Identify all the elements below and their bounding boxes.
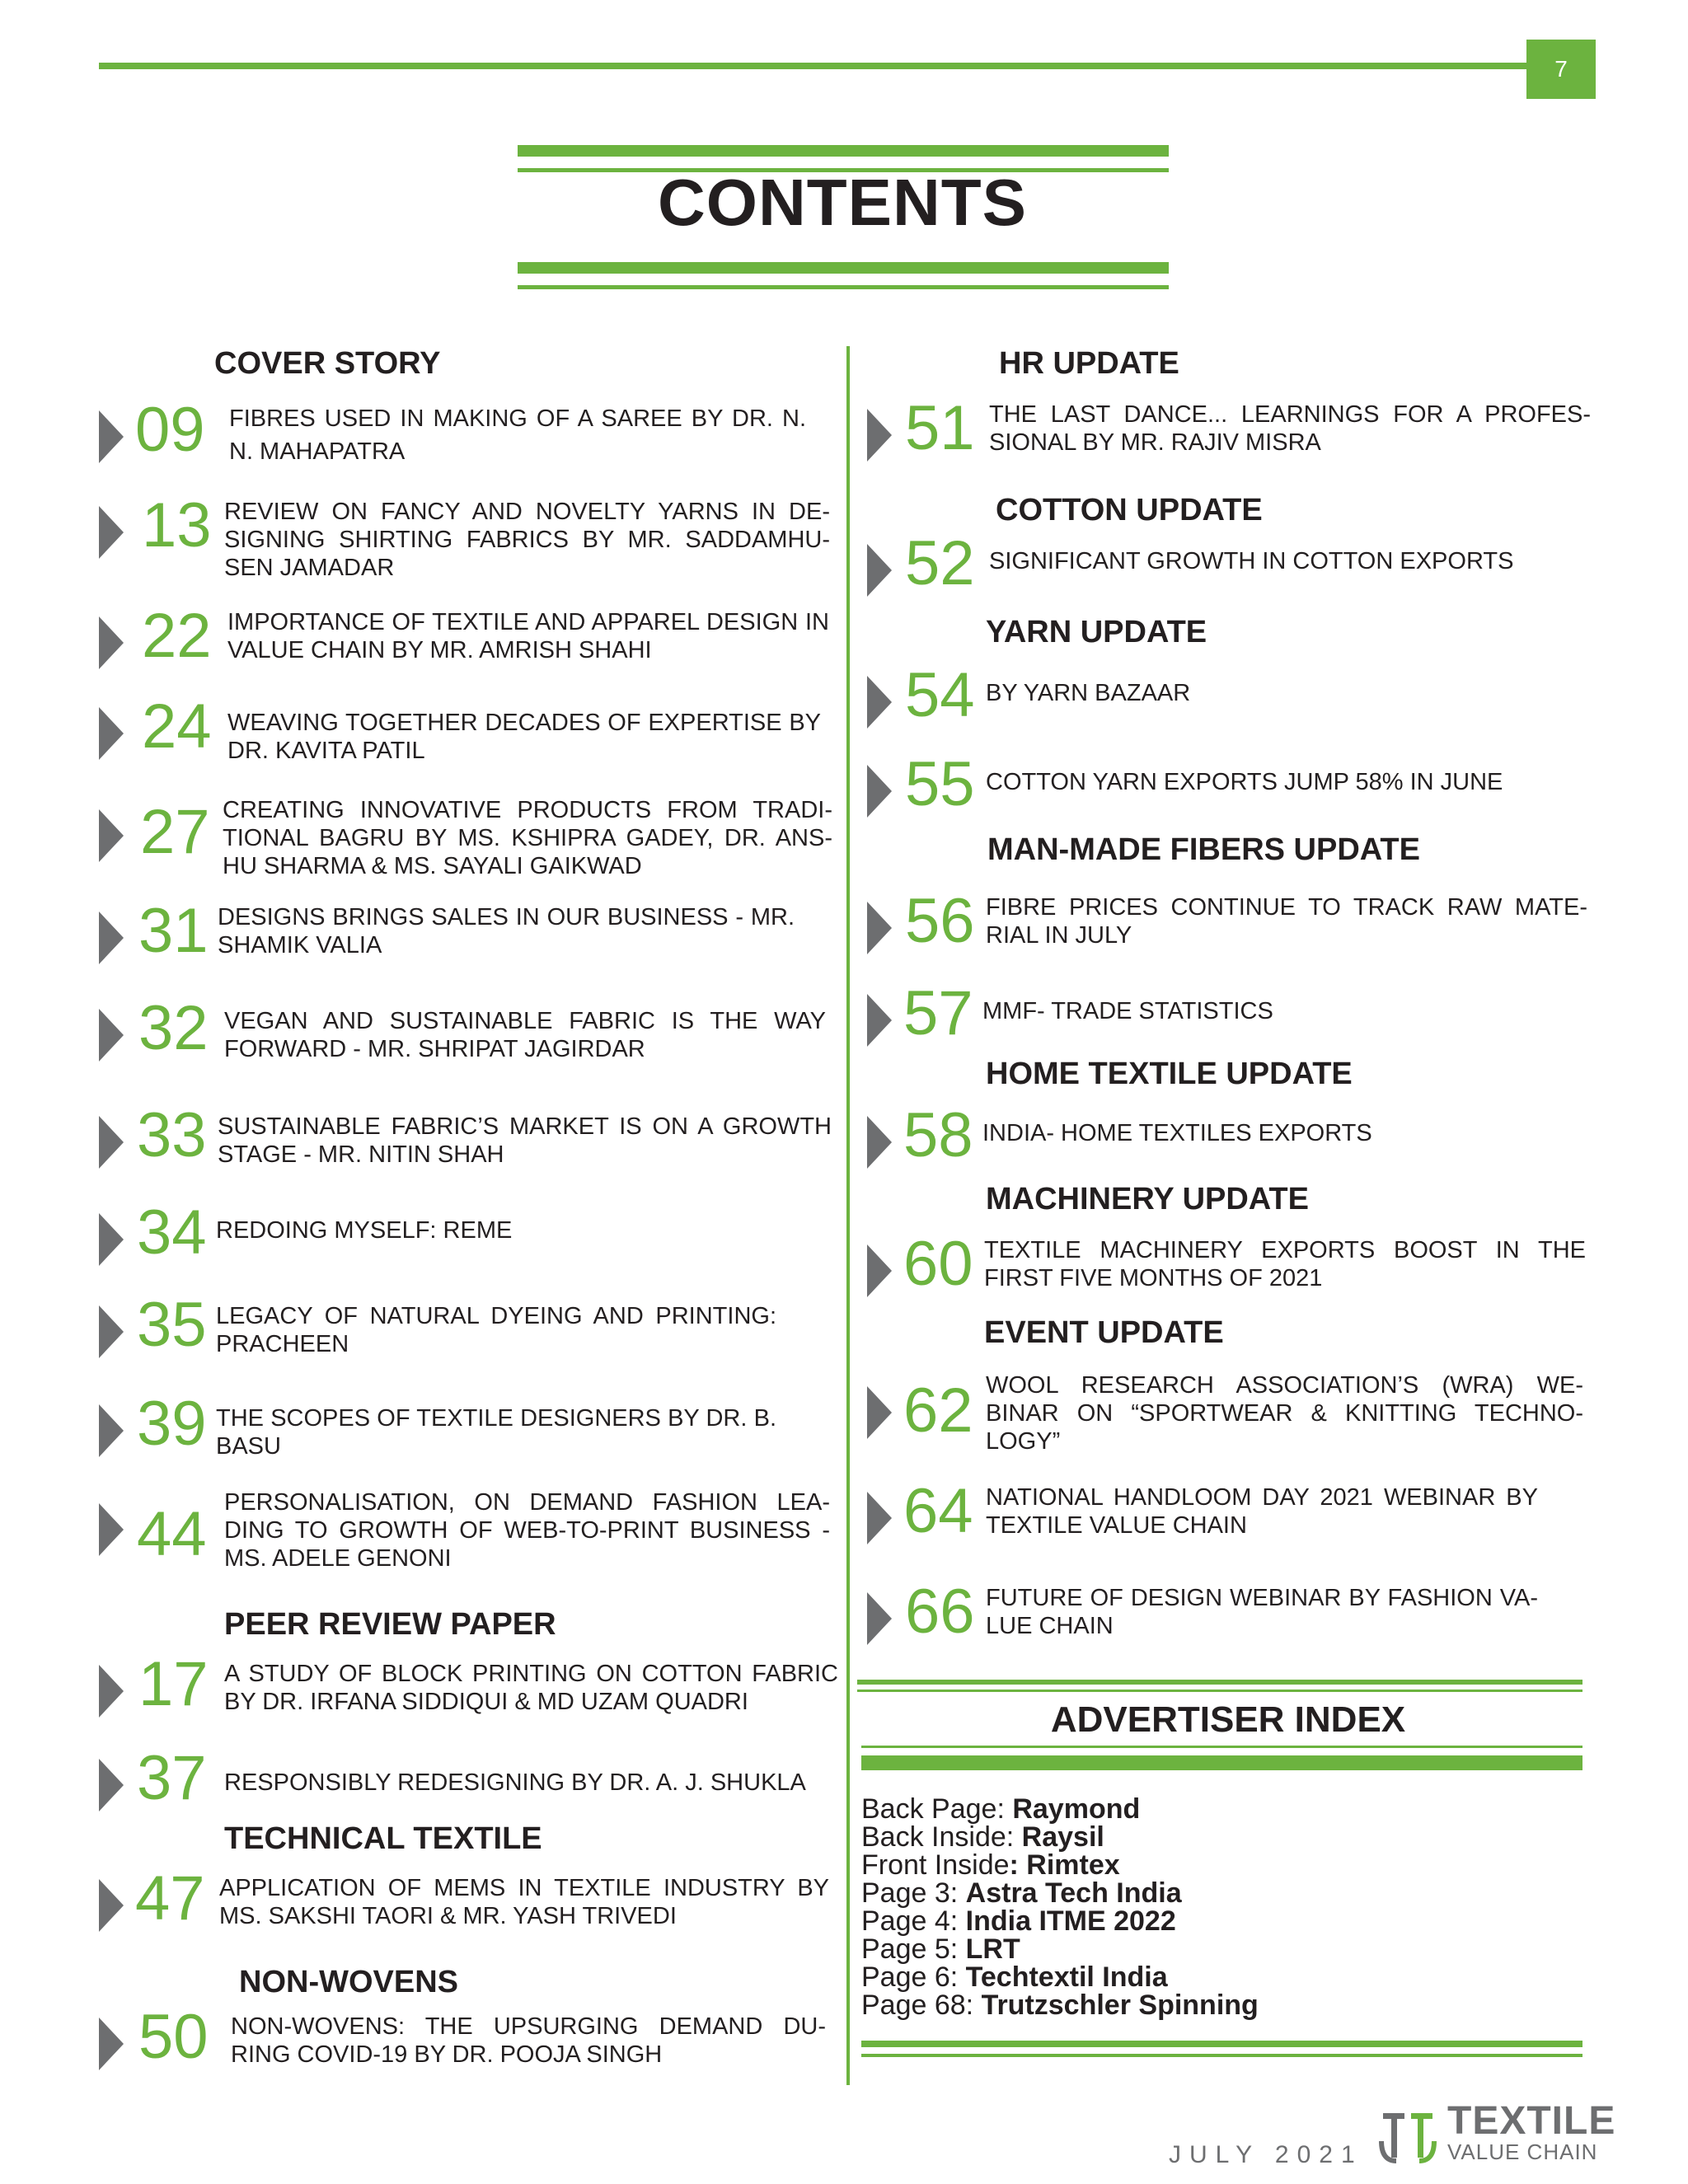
page-ref: 62 xyxy=(903,1376,973,1446)
arrow-right-icon xyxy=(867,1386,892,1439)
textile-value-chain-logo-icon xyxy=(1378,2108,1437,2168)
section-heading: TECHNICAL TEXTILE xyxy=(224,1821,542,1856)
page-ref: 66 xyxy=(905,1577,975,1647)
section-heading: EVENT UPDATE xyxy=(984,1315,1224,1350)
toc-entry[interactable] xyxy=(99,691,832,765)
section-heading: MAN-MADE FIBERS UPDATE xyxy=(987,832,1420,867)
page-ref: 22 xyxy=(142,601,212,671)
section-heading: YARN UPDATE xyxy=(986,615,1207,649)
page-ref: 64 xyxy=(903,1476,973,1546)
logo-wordmark-bottom: VALUE CHAIN xyxy=(1447,2139,1598,2164)
page-ref: 17 xyxy=(138,1649,209,1719)
toc-entry[interactable] xyxy=(99,1389,832,1462)
toc-entry[interactable] xyxy=(867,1577,1609,1650)
entry-title: WOOL RESEARCH ASSOCIATION’S (WRA) WE-BINAR ON “SPORTWEAR & KNITTING TECHNO-LOGY” xyxy=(986,1372,1583,1455)
advertiser-index-title: ADVERTISER INDEX xyxy=(1050,1699,1406,1740)
toc-entry[interactable] xyxy=(867,1229,1609,1302)
advertiser-name: Astra Tech India xyxy=(965,1877,1182,1909)
entry-title: FIBRES USED IN MAKING OF A SAREE BY DR. N. N. MAHAPATRA xyxy=(229,405,806,465)
toc-entry[interactable] xyxy=(867,1476,1609,1549)
title-rule-bottom-thin xyxy=(518,285,1169,289)
page-ref: 09 xyxy=(135,395,205,465)
advertiser-rule-bottom-thin xyxy=(861,2054,1582,2057)
toc-entry[interactable] xyxy=(99,1863,832,1937)
section-heading: PEER REVIEW PAPER xyxy=(224,1607,556,1642)
section-heading: MACHINERY UPDATE xyxy=(986,1182,1309,1216)
toc-entry[interactable] xyxy=(99,993,832,1066)
page-ref: 13 xyxy=(142,490,212,560)
toc-entry[interactable] xyxy=(867,393,1609,466)
entry-title: IMPORTANCE OF TEXTILE AND APPAREL DESIGN IN VALUE CHAIN BY MR. AMRISH SHAHI xyxy=(227,609,829,663)
advertiser-item xyxy=(861,1935,1259,1963)
page-ref: 54 xyxy=(905,660,975,730)
advertiser-rule-top-thin xyxy=(857,1690,1582,1692)
advertiser-name: LRT xyxy=(965,1933,1020,1965)
toc-entry[interactable] xyxy=(99,1290,832,1363)
toc-entry[interactable] xyxy=(99,2002,832,2075)
toc-entry[interactable] xyxy=(867,749,1609,823)
advertiser-item xyxy=(861,1991,1259,2019)
advertiser-item xyxy=(861,1851,1259,1879)
page-ref: 60 xyxy=(903,1229,973,1299)
entry-title: NATIONAL HANDLOOM DAY 2021 WEBINAR BY TEXTILE VALUE CHAIN xyxy=(986,1484,1538,1539)
page-ref: 31 xyxy=(138,896,209,966)
advertiser-rule-mid-thick xyxy=(861,1755,1582,1770)
arrow-right-icon xyxy=(867,1244,892,1297)
contents-title: CONTENTS xyxy=(658,166,1027,239)
toc-entry[interactable] xyxy=(99,601,832,674)
title-rule-bottom-thick xyxy=(518,262,1169,274)
entry-title: MMF- TRADE STATISTICS xyxy=(982,998,1273,1024)
advertiser-page: Front Inside xyxy=(861,1849,1010,1881)
entry-title: TEXTILE MACHINERY EXPORTS BOOST IN THE FIRST FIVE MONTHS OF 2021 xyxy=(984,1237,1586,1291)
advertiser-item xyxy=(861,1795,1259,1823)
advertiser-list xyxy=(861,1795,1259,2019)
advertiser-page: Back Page: xyxy=(861,1793,1013,1825)
entry-title: REDOING MYSELF: REME xyxy=(216,1217,513,1244)
arrow-right-icon xyxy=(867,902,892,954)
page-ref: 35 xyxy=(137,1290,207,1360)
entry-title: DESIGNS BRINGS SALES IN OUR BUSINESS - MR. SHAMIK VALIA xyxy=(218,904,795,958)
entry-title: PERSONALISATION, ON DEMAND FASHION LEA-DING TO GROWTH OF WEB-TO-PRINT BUSINESS - MS. ADELE GENONI xyxy=(224,1489,830,1572)
advertiser-rule-top-thick xyxy=(857,1680,1582,1685)
advertiser-page: Page 68: xyxy=(861,1990,982,2021)
advertiser-page: Page 5: xyxy=(861,1933,966,1965)
arrow-right-icon xyxy=(867,1492,892,1544)
page-ref: 57 xyxy=(903,978,973,1048)
advertiser-name: Raymond xyxy=(1012,1793,1141,1825)
arrow-right-icon xyxy=(99,707,124,760)
page-ref: 27 xyxy=(140,797,210,867)
toc-entry[interactable] xyxy=(99,1488,832,1572)
section-heading: COTTON UPDATE xyxy=(996,493,1263,527)
entry-title: BY YARN BAZAAR xyxy=(986,680,1191,706)
toc-entry[interactable] xyxy=(99,490,832,581)
advertiser-name: Raysil xyxy=(1021,1821,1104,1853)
arrow-right-icon xyxy=(99,912,124,964)
advertiser-item xyxy=(861,1823,1259,1851)
arrow-right-icon xyxy=(99,1503,124,1556)
arrow-right-icon xyxy=(99,1665,124,1718)
page-ref: 39 xyxy=(137,1389,207,1459)
entry-title: RESPONSIBLY REDESIGNING BY DR. A. J. SHUKLA xyxy=(224,1769,806,1796)
column-divider xyxy=(846,346,850,2085)
page-ref: 50 xyxy=(138,2002,209,2072)
page-number: 7 xyxy=(1526,40,1596,99)
page-ref: 34 xyxy=(137,1197,207,1268)
arrow-right-icon xyxy=(867,676,892,729)
section-heading: NON-WOVENS xyxy=(239,1965,458,1999)
advertiser-item xyxy=(861,1963,1259,1991)
arrow-right-icon xyxy=(99,1879,124,1932)
advertiser-page: Page 4: xyxy=(861,1905,966,1937)
arrow-right-icon xyxy=(99,1404,124,1457)
toc-entry[interactable] xyxy=(867,1371,1609,1455)
toc-entry[interactable] xyxy=(99,1743,832,1816)
page-ref: 33 xyxy=(137,1100,207,1170)
arrow-right-icon xyxy=(99,1213,124,1266)
entry-title: WEAVING TOGETHER DECADES OF EXPERTISE BY DR. KAVITA PATIL xyxy=(227,710,821,764)
arrow-right-icon xyxy=(99,616,124,669)
arrow-right-icon xyxy=(99,1305,124,1358)
toc-entry[interactable] xyxy=(99,1649,838,1722)
toc-entry[interactable] xyxy=(99,1197,832,1271)
advertiser-name: India ITME 2022 xyxy=(965,1905,1176,1937)
arrow-right-icon xyxy=(99,1009,124,1062)
title-rule-top-thick xyxy=(518,145,1169,157)
page-ref: 52 xyxy=(905,528,975,598)
entry-title: FIBRE PRICES CONTINUE TO TRACK RAW MATE-RIAL IN JULY xyxy=(986,894,1587,949)
arrow-right-icon xyxy=(867,409,892,462)
arrow-right-icon xyxy=(99,809,124,862)
advertiser-name: Trutzschler Spinning xyxy=(981,1990,1259,2021)
toc-entry[interactable] xyxy=(99,395,832,468)
entry-title: CREATING INNOVATIVE PRODUCTS FROM TRADI-TIONAL BAGRU BY MS. KSHIPRA GADEY, DR. ANS-HU SHARMA & MS. SAYALI GAIKWAD xyxy=(223,797,832,879)
arrow-right-icon xyxy=(867,765,892,818)
arrow-right-icon xyxy=(99,2018,124,2070)
arrow-right-icon xyxy=(867,1116,892,1169)
page-ref: 24 xyxy=(142,691,212,762)
arrow-right-icon xyxy=(99,1759,124,1811)
page-ref: 32 xyxy=(138,993,209,1063)
entry-title: SIGNIFICANT GROWTH IN COTTON EXPORTS xyxy=(989,548,1514,574)
page-ref: 47 xyxy=(135,1863,205,1933)
section-heading: HOME TEXTILE UPDATE xyxy=(986,1057,1353,1091)
arrow-right-icon xyxy=(867,994,892,1047)
toc-entry[interactable] xyxy=(99,1100,832,1174)
advertiser-item xyxy=(861,1907,1259,1935)
page-ref: 58 xyxy=(903,1100,973,1170)
page-ref: 56 xyxy=(905,886,975,956)
toc-entry[interactable] xyxy=(867,528,1609,602)
entry-title: APPLICATION OF MEMS IN TEXTILE INDUSTRY BY MS. SAKSHI TAORI & MR. YASH TRIVEDI xyxy=(219,1875,829,1929)
top-rule xyxy=(99,63,1526,69)
issue-date: JULY 2021 xyxy=(1169,2141,1363,2168)
entry-title: FUTURE OF DESIGN WEBINAR BY FASHION VA-LUE CHAIN xyxy=(986,1585,1538,1639)
entry-title: NON-WOVENS: THE UPSURGING DEMAND DU-RING COVID-19 BY DR. POOJA SINGH xyxy=(231,2013,826,2068)
section-heading: HR UPDATE xyxy=(999,346,1179,381)
toc-entry[interactable] xyxy=(99,796,832,879)
entry-title: LEGACY OF NATURAL DYEING AND PRINTING: PRACHEEN xyxy=(216,1303,776,1357)
arrow-right-icon xyxy=(867,1592,892,1645)
toc-entry[interactable] xyxy=(867,886,1609,959)
page-ref: 55 xyxy=(905,749,975,819)
arrow-right-icon xyxy=(99,410,124,463)
page-ref: 51 xyxy=(905,393,975,463)
section-heading: COVER STORY xyxy=(214,346,441,381)
logo-wordmark-top: TEXTILE xyxy=(1447,2099,1616,2143)
entry-title: INDIA- HOME TEXTILES EXPORTS xyxy=(982,1120,1372,1146)
arrow-right-icon xyxy=(99,1116,124,1169)
arrow-right-icon xyxy=(867,544,892,597)
advertiser-page: Page 6: xyxy=(861,1961,966,1993)
entry-title: A STUDY OF BLOCK PRINTING ON COTTON FABRIC BY DR. IRFANA SIDDIQUI & MD UZAM QUADRI xyxy=(224,1661,838,1715)
advertiser-name: Techtextil India xyxy=(965,1961,1168,1993)
advertiser-item xyxy=(861,1879,1259,1907)
advertiser-page: Page 3: xyxy=(861,1877,966,1909)
entry-title: THE SCOPES OF TEXTILE DESIGNERS BY DR. B. BASU xyxy=(216,1405,776,1460)
advertiser-name: : Rimtex xyxy=(1009,1849,1120,1881)
advertiser-page: Back Inside: xyxy=(861,1821,1022,1853)
toc-entry[interactable] xyxy=(867,1100,1609,1174)
entry-title: THE LAST DANCE... LEARNINGS FOR A PROFES-SIONAL BY MR. RAJIV MISRA xyxy=(989,401,1591,456)
entry-title: REVIEW ON FANCY AND NOVELTY YARNS IN DE-SIGNING SHIRTING FABRICS BY MR. SADDAMHU-SEN JAMADAR xyxy=(224,499,830,581)
toc-entry[interactable] xyxy=(867,660,1609,733)
advertiser-rule-bottom-thick xyxy=(861,2041,1582,2047)
toc-entry[interactable] xyxy=(867,978,1609,1052)
entry-title: SUSTAINABLE FABRIC’S MARKET IS ON A GROWTH STAGE - MR. NITIN SHAH xyxy=(218,1113,832,1168)
page-ref: 37 xyxy=(137,1743,207,1813)
entry-title: VEGAN AND SUSTAINABLE FABRIC IS THE WAY FORWARD - MR. SHRIPAT JAGIRDAR xyxy=(224,1008,826,1062)
entry-title: COTTON YARN EXPORTS JUMP 58% IN JUNE xyxy=(986,769,1503,795)
toc-entry[interactable] xyxy=(99,896,832,969)
advertiser-rule-mid-thin xyxy=(861,1746,1582,1748)
page-ref: 44 xyxy=(137,1499,207,1569)
arrow-right-icon xyxy=(99,506,124,559)
